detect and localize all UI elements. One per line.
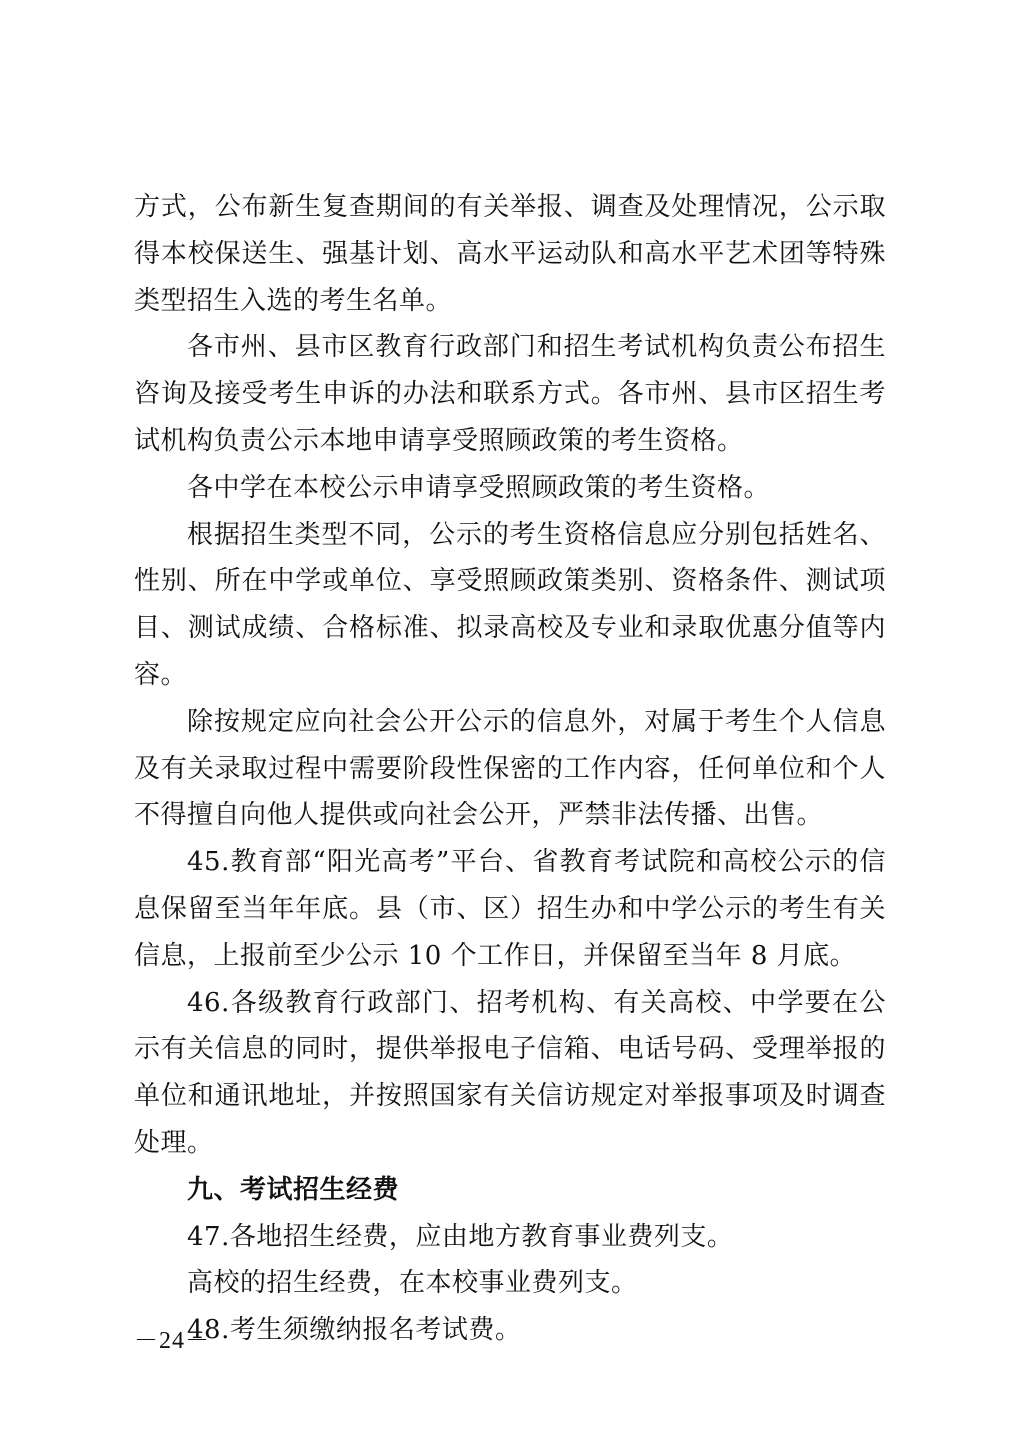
paragraph-2: 各市州、县市区教育行政部门和招生考试机构负责公布招生咨询及接受考生申诉的办法和联系方式。各市州、县市区招生考试机构负责公示本地申请享受照顾政策的考生资格。 (134, 332, 886, 456)
paragraph-47-sub: 高校的招生经费，在本校事业费列支。 (187, 1268, 638, 1299)
page-number: －24－ (134, 1328, 210, 1354)
paragraph-1: 方式，公布新生复查期间的有关举报、调查及处理情况，公示取得本校保送生、强基计划、高水平运动队和高水平艺术团等特殊类型招生入选的考生名单。 (134, 192, 886, 316)
paragraph-4: 根据招生类型不同，公示的考生资格信息应分别包括姓名、性别、所在中学或单位、享受照顾政策类别、资格条件、测试项目、测试成绩、合格标准、拟录高校及专业和录取优惠分值等内容。 (134, 519, 886, 690)
paragraph-46: 46.各级教育行政部门、招考机构、有关高校、中学要在公示有关信息的同时，提供举报电子信箱、电话号码、受理举报的单位和通讯地址，并按照国家有关信访规定对举报事项及时调查处理。 (134, 987, 886, 1158)
section-heading: 九、考试招生经费 (187, 1174, 400, 1205)
paragraph-47: 47.各地招生经费，应由地方教育事业费列支。 (187, 1221, 734, 1252)
paragraph-5: 除按规定应向社会公开公示的信息外，对属于考生个人信息及有关录取过程中需要阶段性保密的工作内容，任何单位和个人不得擅自向他人提供或向社会公开，严禁非法传播、出售。 (134, 706, 886, 831)
paragraph-3: 各中学在本校公示申请享受照顾政策的考生资格。 (187, 472, 771, 503)
paragraph-48: 48.考生须缴纳报名考试费。 (187, 1315, 522, 1346)
paragraph-45: 45.教育部“阳光高考”平台、省教育考试院和高校公示的信息保留至当年年底。县（市、区）招生办和中学公示的考生有关信息，上报前至少公示 10 个工作日，并保留至当年 8 月底。 (134, 847, 886, 971)
document-body (134, 184, 886, 1354)
